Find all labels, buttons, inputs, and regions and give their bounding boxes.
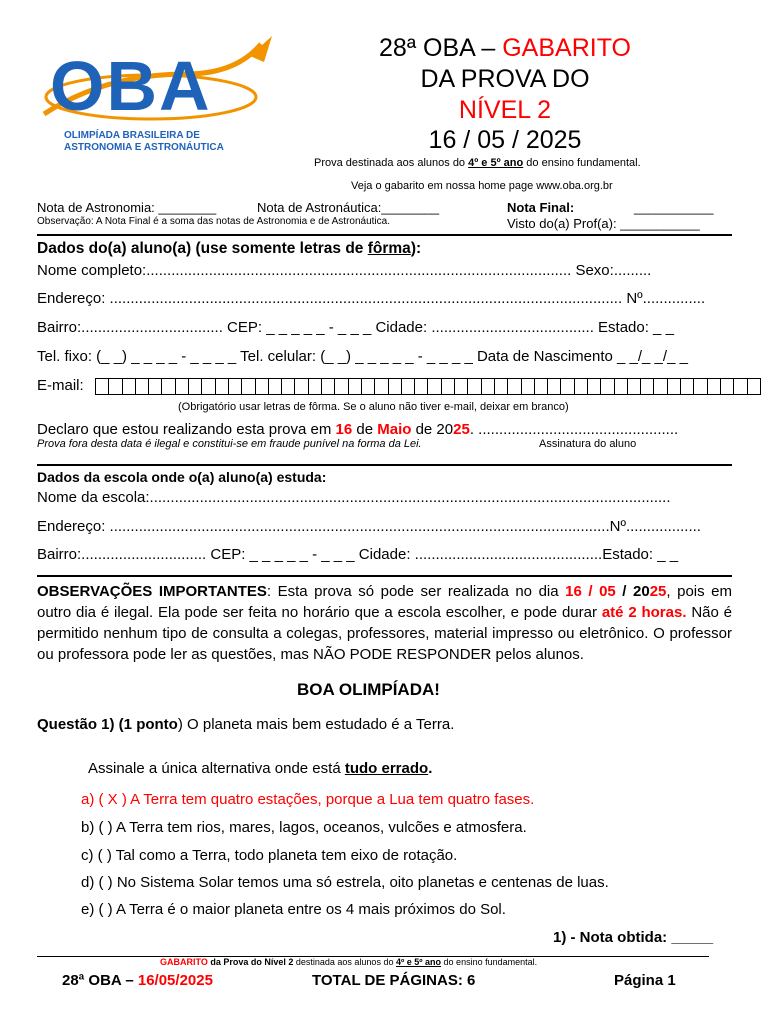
student-phone-field[interactable]: Tel. fixo: (_ _) _ _ _ _ - _ _ _ _ Tel. celular: (_ _) _ _ _ _ _ - _ _ _ _ Data de Nascimento _ _/_ _/_ _	[37, 348, 688, 365]
student-bairro-field[interactable]: Bairro:.................................. CEP: _ _ _ _ _ - _ _ _ Cidade: ....................................... Estado: _ _	[37, 319, 674, 336]
school-heading: Dados da escola onde o(a) aluno(a) estuda:	[37, 469, 327, 485]
destination-text: Prova destinada aos alunos do 4º e 5º ano do ensino fundamental.	[314, 157, 641, 169]
email-boxes[interactable]	[96, 378, 761, 395]
divider-3	[37, 575, 732, 577]
signature-label: Assinatura do aluno	[539, 438, 637, 450]
student-heading: Dados do(a) aluno(a) (use somente letras de fôrma):	[37, 240, 422, 257]
title-level: NÍVEL 2	[458, 96, 552, 124]
legal-warning: Prova fora desta data é ilegal e constitui-se em fraude punível na forma da Lei.	[37, 438, 422, 450]
question-1-instruction: Assinale a única alternativa onde está tudo errado.	[88, 760, 433, 777]
email-note: (Obrigatório usar letras de fôrma. Se o aluno não tiver e-mail, deixar em branco)	[178, 401, 569, 413]
title-line-1: 28ª OBA – GABARITO	[379, 34, 631, 62]
question-1-statement: Questão 1) (1 ponto) O planeta mais bem estudado é a Terra.	[37, 716, 455, 733]
student-address-field[interactable]: Endereço: ........................................................................................................................... Nº...............	[37, 290, 706, 307]
grade-observation: Observação: A Nota Final é a soma das notas de Astronomia e de Astronáutica.	[37, 216, 390, 227]
footer-oba: 28ª OBA – 16/05/2025	[62, 972, 213, 989]
title-date: 16 / 05 / 2025	[428, 126, 582, 154]
important-observations: OBSERVAÇÕES IMPORTANTES: Esta prova só pode ser realizada no dia 16 / 05 / 2025, pois em outro dia é ilegal. Ela pode ser feita no horário que a escola escolher, e pode durar até 2 horas. Não é permitido nenhum tipo de consulta a colegas, professores, material impresso ou eletrônico. O professor ou professora pode ler as questões, mas NÃO PODE RESPONDER pelos alunos.	[37, 583, 733, 663]
declaration-text: Declaro que estou realizando esta prova em 16 de Maio de 2025. ................................................	[37, 421, 679, 438]
school-address-field[interactable]: Endereço: ........................................................................................................................Nº..................	[37, 518, 701, 535]
email-label: E-mail:	[37, 377, 84, 394]
website-text: Veja o gabarito em nossa home page www.oba.org.br	[351, 180, 613, 192]
option-b[interactable]: b) ( ) A Terra tem rios, mares, lagos, oceanos, vulcões e atmosfera.	[81, 819, 527, 836]
visto-professor: Visto do(a) Prof(a): ___________	[507, 216, 700, 231]
logo-subtitle-2: ASTRONOMIA E ASTRONÁUTICA	[64, 142, 224, 153]
oba-logo	[36, 34, 276, 159]
school-bairro-field[interactable]: Bairro:.............................. CEP: _ _ _ _ _ - _ _ _ Cidade: .............................................Estado: _ _	[37, 546, 679, 563]
title-line-2: DA PROVA DO	[420, 65, 590, 93]
logo-text: OBA	[50, 47, 212, 125]
option-a[interactable]: a) ( X ) A Terra tem quatro estações, porque a Lua tem quatro fases.	[81, 791, 535, 808]
divider-2	[37, 464, 732, 466]
nota-final-label: Nota Final:	[507, 200, 575, 215]
boa-olimpiada: BOA OLIMPÍADA!	[297, 680, 440, 699]
nota-astronomia: Nota de Astronomia: ________	[37, 200, 217, 215]
logo-subtitle-1: OLIMPÍADA BRASILEIRA DE	[64, 130, 200, 141]
nota-astronautica: Nota de Astronáutica:________	[257, 200, 440, 215]
student-name-field[interactable]: Nome completo:...................................................................................................... Sexo:.........	[37, 262, 652, 279]
school-name-field[interactable]: Nome da escola:.............................................................................................................................	[37, 489, 671, 506]
option-d[interactable]: d) ( ) No Sistema Solar temos uma só estrela, oito planetas e centenas de luas.	[81, 874, 609, 891]
footer-small: GABARITO da Prova do Nível 2 destinada aos alunos do 4º e 5º ano do ensino fundamental.	[160, 957, 538, 967]
gabarito-label: GABARITO	[502, 34, 631, 62]
footer-total-pages: TOTAL DE PÁGINAS: 6	[312, 972, 476, 989]
option-e[interactable]: e) ( ) A Terra é o maior planeta entre os 4 mais próximos do Sol.	[81, 901, 506, 918]
nota-final-blank: ___________	[634, 200, 714, 215]
option-c[interactable]: c) ( ) Tal como a Terra, todo planeta tem eixo de rotação.	[81, 847, 458, 864]
question-score: 1) - Nota obtida: _____	[553, 929, 714, 946]
footer-page-number: Página 1	[614, 972, 676, 989]
divider-1	[37, 234, 732, 236]
